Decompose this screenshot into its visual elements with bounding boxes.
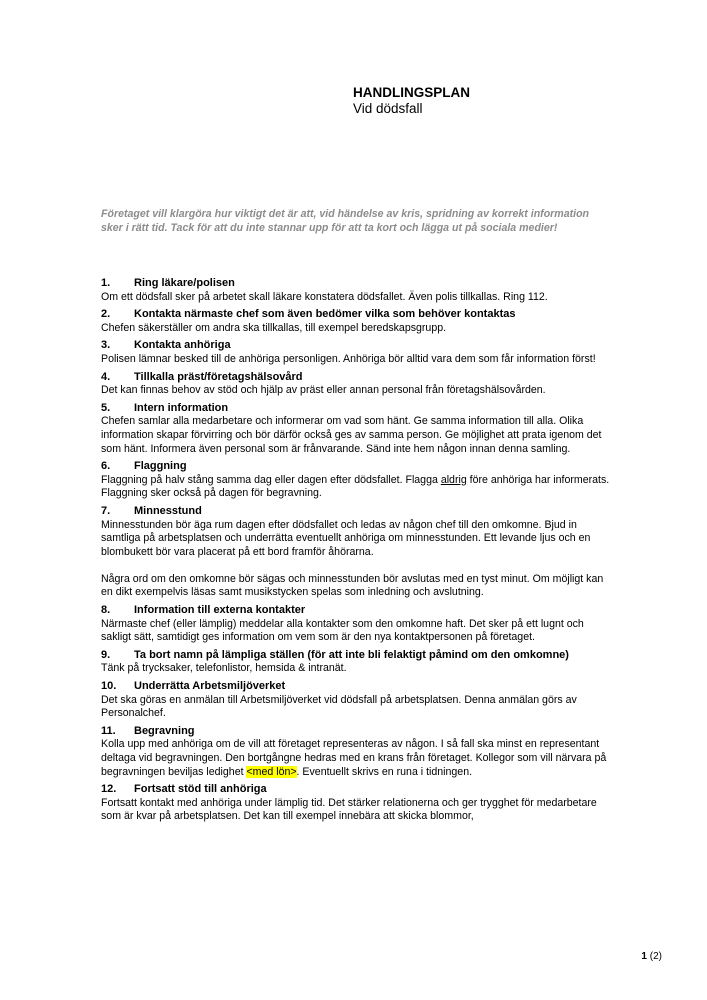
body-text: Flaggning på halv stång samma dag eller dagen efter dödsfallet. Flagga	[101, 473, 441, 486]
section-9	[101, 649, 611, 676]
section-6	[101, 460, 611, 501]
section-heading	[101, 649, 611, 663]
section-body-2: Några ord om den omkomne bör sägas och minnesstunden bör avslutas med en tyst minut. Om möjligt kan en dikt exempelvis läsas samt musikstycken spelas som inledning och avslutning.	[101, 572, 604, 599]
section-heading	[101, 460, 611, 474]
section-body: Fortsatt kontakt med anhöriga under lämplig tid. Det stärker relationerna och ger trygghet för medarbetare som är kvar på arbetsplatsen. Det kan till exempel innebära att skicka blommor,	[101, 796, 597, 823]
section-heading	[101, 680, 611, 694]
section-title: Ta bort namn på lämpliga ställen (för att inte bli felaktigt påmind om den omkomne)	[134, 648, 569, 661]
section-8	[101, 604, 611, 645]
section-1	[101, 277, 611, 304]
section-title: Underrätta Arbetsmiljöverket	[134, 680, 286, 693]
section-heading	[101, 308, 611, 322]
body-text: . Eventuellt skrivs en runa i tidningen.	[296, 765, 473, 778]
section-title: Flaggning	[134, 460, 187, 473]
page-total: (2)	[649, 951, 662, 962]
section-number: 8.	[101, 604, 111, 617]
highlighted-placeholder: <med lön>	[246, 765, 297, 778]
section-number: 10.	[101, 680, 117, 693]
section-body: Minnesstunden bör äga rum dagen efter dödsfallet och ledas av någon chef till den omkomne. Bjud in samtliga på arbetsplatsen och underrätta eventuellt anhöriga om minnesstunden. Ett levande ljus och en blombukett bör vara placerat på ett bord framför åhörarna.	[101, 518, 591, 558]
section-12	[101, 783, 611, 824]
section-title: Kontakta närmaste chef som även bedömer vilka som behöver kontaktas	[134, 308, 516, 321]
section-number: 1.	[101, 277, 111, 289]
underlined-word: aldrig	[440, 473, 467, 486]
section-3	[101, 339, 611, 366]
section-body	[101, 738, 611, 779]
section-title: Fortsatt stöd till anhöriga	[134, 783, 267, 796]
section-number: 11.	[101, 724, 116, 737]
page-number	[641, 951, 662, 962]
document-header	[353, 85, 470, 117]
section-title: Tillkalla präst/företagshälsovård	[134, 370, 303, 383]
body-text: Kolla upp med anhöriga om de vill att företaget representeras av någon. I så fall ska minst en representant deltaga vid begravningen. Den bortgångne hedras med en krans från företaget. Kollegor som vill närvara på begravningen beviljas ledighet	[101, 738, 607, 778]
section-4	[101, 371, 611, 398]
intro-text: Företaget vill klargöra hur viktigt det är att, vid händelse av kris, spridning av korrekt information sker i rätt tid. Tack för att du inte stannar upp för att ta kort och lägga ut på sociala medier!	[101, 208, 590, 234]
section-heading	[101, 371, 611, 385]
section-title: Begravning	[134, 724, 195, 737]
section-heading	[101, 505, 611, 519]
document-subtitle: Vid dödsfall	[353, 101, 423, 116]
section-body: Tänk på trycksaker, telefonlistor, hemsida & intranät.	[101, 662, 347, 675]
section-body: Om ett dödsfall sker på arbetet skall läkare konstatera dödsfallet. Även polis tillkallas. Ring 112.	[101, 290, 548, 303]
section-heading	[101, 725, 611, 739]
section-heading	[101, 783, 611, 797]
section-number: 4.	[101, 370, 111, 383]
section-7	[101, 505, 611, 600]
section-2	[101, 308, 611, 335]
section-title: Information till externa kontakter	[134, 604, 306, 617]
section-body: Närmaste chef (eller lämplig) meddelar alla kontakter som den omkomne haft. Det sker på ett lugnt och sakligt sätt, samtidigt ges information om vem som är den nya kontaktpersonen på företaget.	[101, 617, 584, 644]
section-number: 3.	[101, 339, 111, 352]
section-10	[101, 680, 611, 721]
page-current: 1	[641, 951, 647, 962]
section-body: Chefen säkerställer om andra ska tillkallas, till exempel beredskapsgrupp.	[101, 321, 447, 334]
section-number: 2.	[101, 308, 111, 321]
section-heading	[101, 604, 611, 618]
section-title: Minnesstund	[134, 504, 202, 517]
action-plan-list	[101, 277, 611, 828]
section-body: Chefen samlar alla medarbetare och informerar om vad som hänt. Ge samma information till alla. Olika information skapar förvirring och bör därför också ges av samma person. Ge möjlighet att prata igenom det som hänt. Informera även personal som är frånvarande. Sänd inte hem någon innan denna samling.	[101, 415, 602, 455]
section-number: 9.	[101, 648, 111, 661]
section-11	[101, 725, 611, 779]
document-title: HANDLINGSPLAN	[353, 85, 470, 100]
body-text: före anhöriga har informerats. Flaggning sker också på dagen för begravning.	[101, 473, 610, 500]
section-body	[101, 474, 611, 501]
section-title: Kontakta anhöriga	[134, 339, 231, 352]
section-heading	[101, 402, 611, 416]
section-body: Det ska göras en anmälan till Arbetsmiljöverket vid dödsfall på arbetsplatsen. Denna anmälan görs av Personalchef.	[101, 693, 577, 720]
section-title: Ring läkare/polisen	[134, 277, 235, 289]
section-5	[101, 402, 611, 456]
section-heading	[101, 277, 611, 291]
section-heading	[101, 339, 611, 353]
section-body: Polisen lämnar besked till de anhöriga personligen. Anhöriga bör alltid vara dem som får information först!	[101, 352, 596, 365]
section-number: 7.	[101, 504, 111, 517]
section-title: Intern information	[134, 401, 229, 414]
section-number: 12.	[101, 783, 117, 796]
section-number: 6.	[101, 460, 111, 473]
section-number: 5.	[101, 401, 111, 414]
section-body: Det kan finnas behov av stöd och hjälp av präst eller annan personal från företagshälsovården.	[101, 384, 546, 397]
